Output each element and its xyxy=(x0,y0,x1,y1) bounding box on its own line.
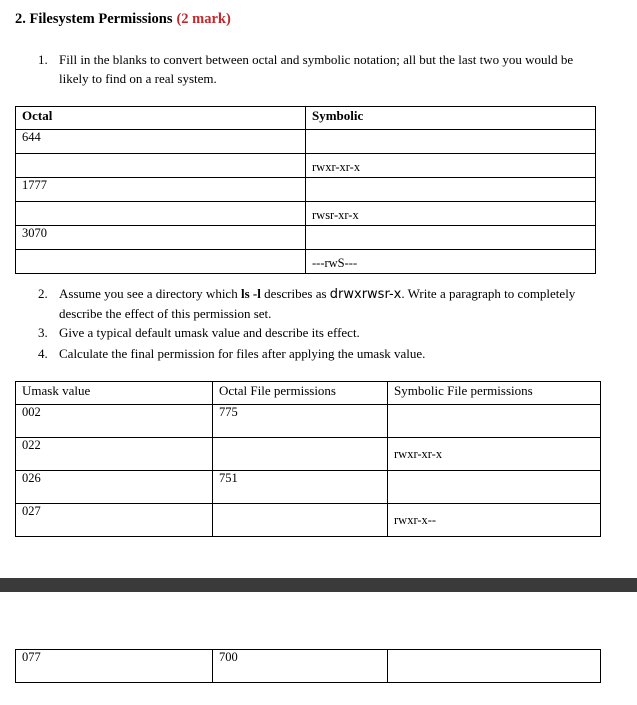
question-text-part: Assume you see a directory which xyxy=(59,286,241,301)
table-row xyxy=(16,226,596,250)
cell-symbolic[interactable] xyxy=(306,226,596,250)
cell-octal-perms[interactable]: 775 xyxy=(213,405,388,438)
table-header-row xyxy=(16,382,601,405)
table-row xyxy=(16,438,601,471)
question-2 xyxy=(38,284,598,323)
question-number: 3. xyxy=(38,325,48,340)
umask-table xyxy=(15,381,601,537)
header-symbolic-perms: Symbolic File permissions xyxy=(388,382,601,405)
header-umask: Umask value xyxy=(16,382,213,405)
cell-octal[interactable] xyxy=(16,250,306,274)
cell-symbolic-perms[interactable] xyxy=(388,650,601,683)
question-text: Fill in the blanks to convert between octal and symbolic notation; all but the last two you would be likely to find on a real system. xyxy=(59,52,574,86)
cell-octal[interactable] xyxy=(16,202,306,226)
page-break-band xyxy=(0,578,637,592)
command-text: ls -l xyxy=(240,286,261,301)
cell-umask[interactable]: 026 xyxy=(16,471,213,504)
header-symbolic: Symbolic xyxy=(306,107,596,130)
cell-octal-perms[interactable] xyxy=(213,504,388,537)
question-text xyxy=(38,284,598,323)
cell-symbolic-perms[interactable] xyxy=(388,405,601,438)
cell-octal[interactable] xyxy=(16,154,306,178)
cell-umask[interactable]: 077 xyxy=(16,650,213,683)
cell-symbolic[interactable]: ---rwS--- xyxy=(306,250,596,274)
cell-symbolic[interactable] xyxy=(306,130,596,154)
cell-umask[interactable]: 027 xyxy=(16,504,213,537)
permission-string: drwxrwsr-x xyxy=(329,287,402,302)
table-row xyxy=(16,650,601,683)
table-row xyxy=(16,504,601,537)
question-4 xyxy=(38,344,598,363)
cell-octal-perms[interactable] xyxy=(213,438,388,471)
header-octal: Octal xyxy=(16,107,306,130)
cell-symbolic-perms[interactable]: rwxr-x-- xyxy=(388,504,601,537)
octal-symbolic-table xyxy=(15,106,596,274)
question-3 xyxy=(38,323,598,342)
table-row xyxy=(16,202,596,226)
question-text-part: describes as xyxy=(260,286,330,301)
cell-symbolic-perms[interactable]: rwxr-xr-x xyxy=(388,438,601,471)
question-number: 2. xyxy=(38,286,48,301)
table-header-row xyxy=(16,107,596,130)
cell-octal[interactable]: 1777 xyxy=(16,178,306,202)
table-row xyxy=(16,154,596,178)
table-row xyxy=(16,250,596,274)
question-number: 4. xyxy=(38,346,48,361)
cell-umask[interactable]: 022 xyxy=(16,438,213,471)
cell-octal-perms[interactable]: 751 xyxy=(213,471,388,504)
table-row xyxy=(16,471,601,504)
section-title: 2. Filesystem Permissions xyxy=(15,11,173,27)
table-row xyxy=(16,178,596,202)
question-number: 1. xyxy=(38,52,48,67)
question-text-part: . Write a paragraph to completely describe the effect of this permission set. xyxy=(59,286,576,321)
table-row xyxy=(16,405,601,438)
table-row xyxy=(16,130,596,154)
marks-label: (2 mark) xyxy=(176,11,231,27)
question-text: Give a typical default umask value and describe its effect. xyxy=(59,325,360,340)
header-octal-perms: Octal File permissions xyxy=(213,382,388,405)
question-1 xyxy=(38,50,598,88)
umask-table-continued xyxy=(15,649,601,683)
cell-symbolic[interactable]: rwxr-xr-x xyxy=(306,154,596,178)
section-heading xyxy=(15,11,231,28)
question-text: Calculate the final permission for files after applying the umask value. xyxy=(59,346,426,361)
cell-symbolic-perms[interactable] xyxy=(388,471,601,504)
cell-octal-perms[interactable]: 700 xyxy=(213,650,388,683)
cell-symbolic[interactable] xyxy=(306,178,596,202)
cell-octal[interactable]: 644 xyxy=(16,130,306,154)
cell-octal[interactable]: 3070 xyxy=(16,226,306,250)
cell-umask[interactable]: 002 xyxy=(16,405,213,438)
cell-symbolic[interactable]: rwsr-xr-x xyxy=(306,202,596,226)
